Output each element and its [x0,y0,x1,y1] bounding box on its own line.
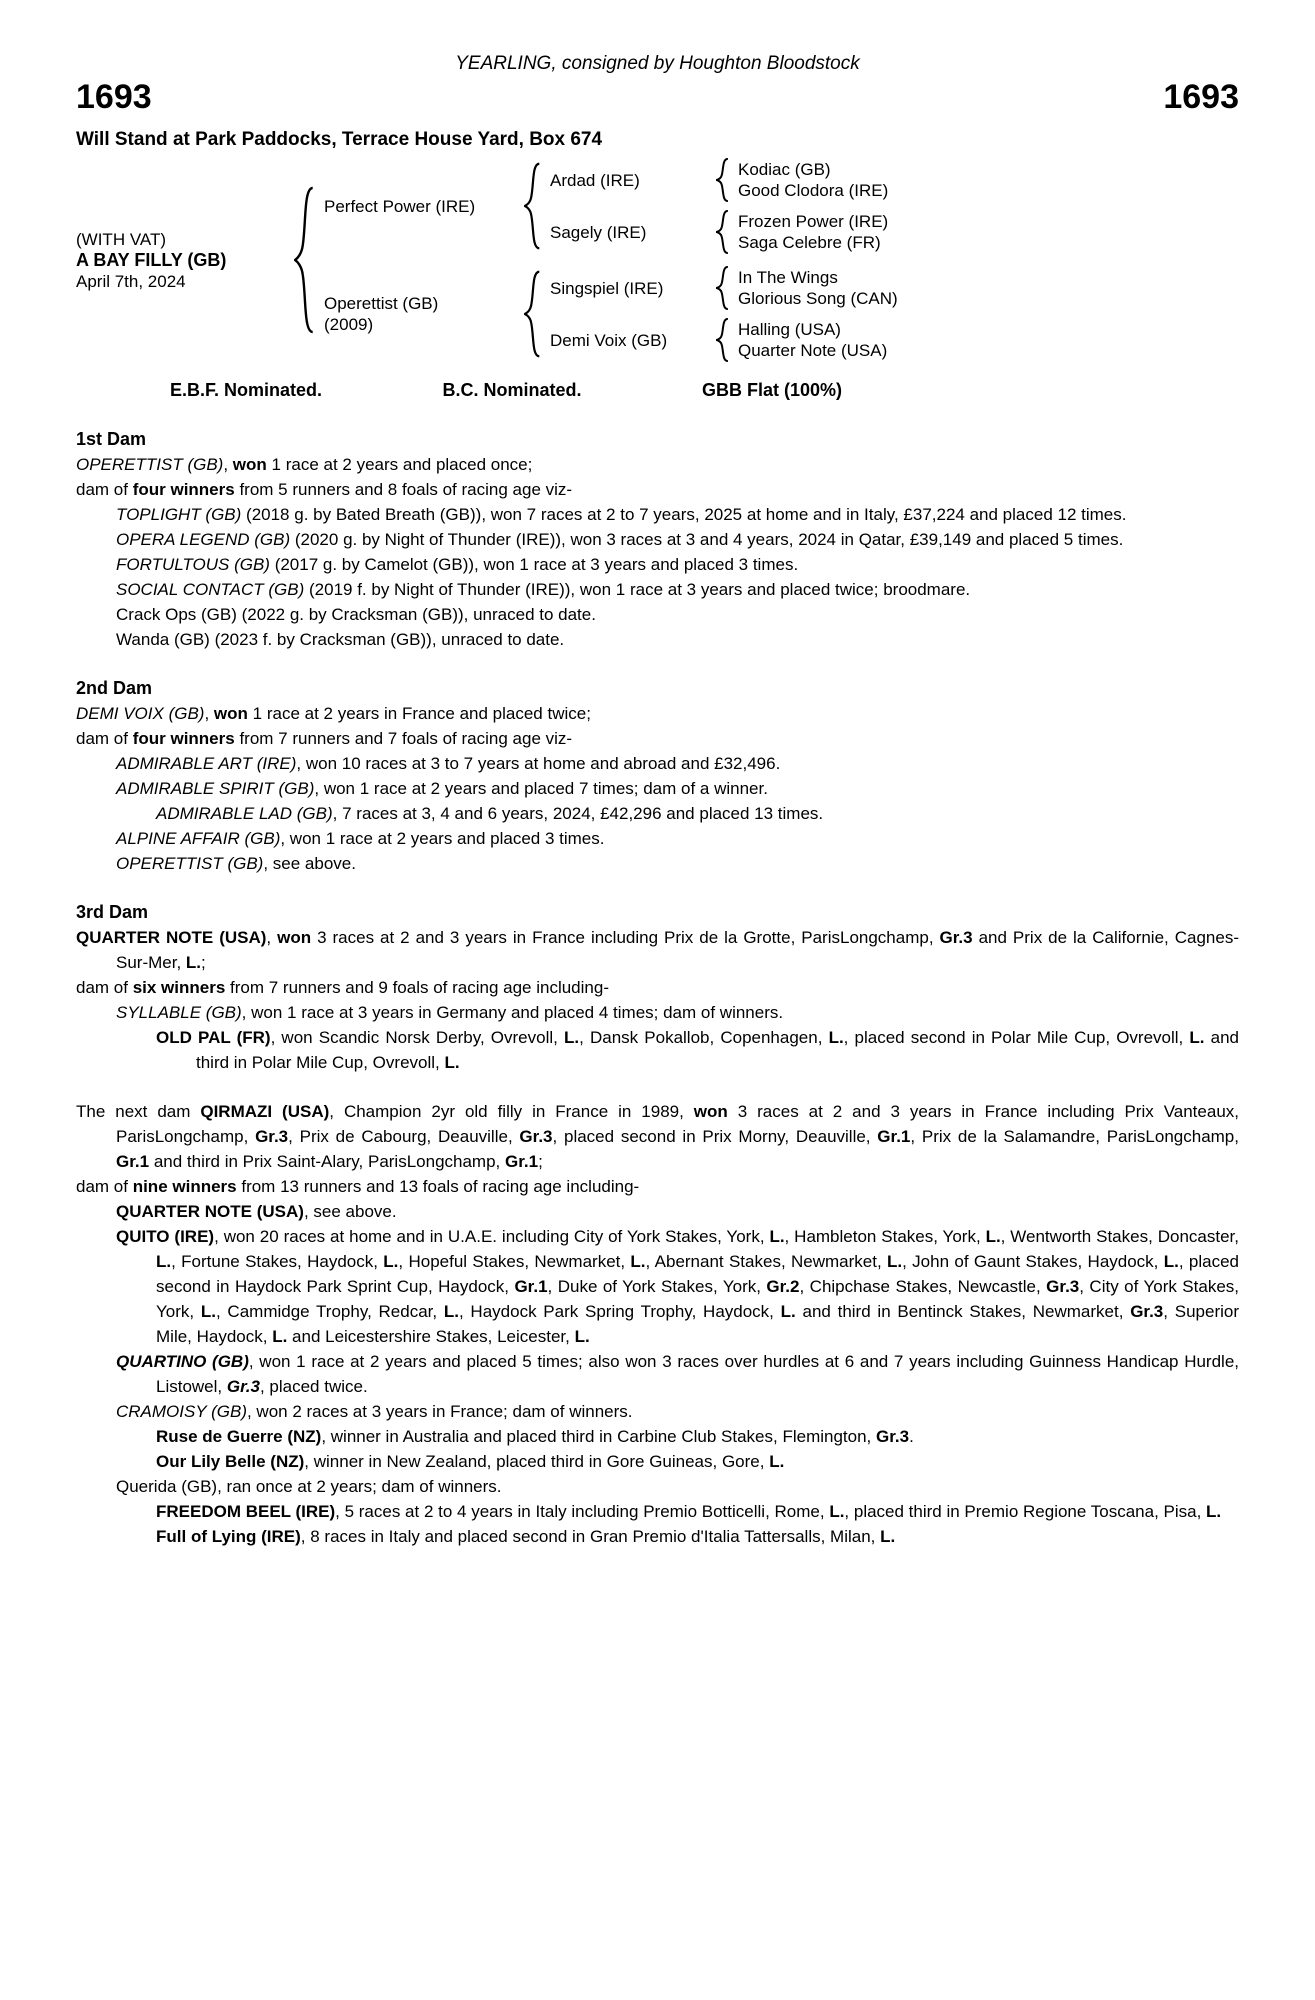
text-segment: won [693,1102,728,1121]
text-segment: L. [443,1302,459,1321]
text-segment: Gr.1 [505,1152,539,1171]
text-segment: 3 races at 2 and 3 years in France including Prix Vanteaux, ParisLongchamp, [116,1102,1239,1146]
text-segment: Gr.3 [255,1127,289,1146]
text-segment: , won 1 race at 2 years and placed 3 times. [280,829,605,848]
text-segment: , won 20 races at home and in U.A.E. including City of York Stakes, York, [214,1227,770,1246]
great-granddam-name: Saga Celebre (FR) [738,233,881,252]
text-segment: Ruse de Guerre (NZ) [156,1427,322,1446]
text-segment: QUITO (IRE) [116,1227,215,1246]
parents-column [324,158,1239,362]
catalogue-paragraph [76,1000,1239,1025]
text-segment: and third in Bentinck Stakes, Newmarket, [795,1302,1131,1321]
text-segment: QUARTINO (GB) [116,1352,249,1371]
text-segment: CRAMOISY (GB) [116,1402,247,1421]
text-segment: 3 races at 2 and 3 years in France including Prix de la Grotte, ParisLongchamp, [311,928,940,947]
text-segment: and Prix de la Californie, Cagnes-Sur-Mer, [116,928,1239,972]
bc-nominated-label: B.C. Nominated. [442,380,582,400]
text-segment: L. [383,1252,399,1271]
text-segment: , Dansk Pokallob, Copenhagen, [579,1028,829,1047]
dam-name-line: Operettist (GB) [324,294,439,313]
text-segment: L. [780,1302,796,1321]
catalogue-paragraph [76,552,1239,577]
brace-icon [716,158,730,202]
text-segment: , 5 races at 2 to 4 years in Italy including Premio Botticelli, Rome, [335,1502,830,1521]
sire-name: Perfect Power (IRE) [324,196,476,216]
catalogue-paragraph [76,452,1239,477]
text-segment: nine winners [132,1177,237,1196]
text-segment: Gr.2 [766,1277,800,1296]
text-segment: L. [1163,1252,1179,1271]
text-segment: QUARTER NOTE (USA) [76,928,267,947]
text-segment: , Prix de la Salamandre, ParisLongchamp, [910,1127,1239,1146]
text-segment: , won 1 race at 3 years in Germany and placed 4 times; dam of winners. [241,1003,784,1022]
text-segment: Gr.3 [1046,1277,1080,1296]
text-segment: dam of [76,729,133,748]
grandsire-group [550,266,1239,310]
text-segment: L. [185,953,202,972]
gbb-flat-label: GBB Flat (100%) [701,380,842,400]
text-segment: OPERETTIST (GB) [116,854,264,873]
text-segment: Gr.1 [877,1127,911,1146]
great-grandparents [738,319,1239,361]
granddam-group [550,318,1239,362]
text-segment: , won 2 races at 3 years in France; dam of winners. [246,1402,633,1421]
catalogue-paragraph [76,701,1239,726]
granddam-name: Sagely (IRE) [550,222,647,242]
text-segment: , Superior Mile, Haydock, [156,1302,1239,1346]
text-segment: , placed second in Prix Morny, Deauville, [552,1127,878,1146]
great-granddam-name: Glorious Song (CAN) [738,289,898,308]
text-segment: , won 10 races at 3 to 7 years at home and abroad and £32,496. [296,754,781,773]
text-segment: FORTULTOUS (GB) [116,555,270,574]
text-segment: , Hambleton Stakes, York, [784,1227,986,1246]
text-segment: , Duke of York Stakes, York, [547,1277,767,1296]
text-segment: Gr.3 [519,1127,553,1146]
text-segment: , Cammidge Trophy, Redcar, [215,1302,444,1321]
text-segment: Gr.3 [939,928,973,947]
great-granddam-name: Good Clodora (IRE) [738,181,889,200]
granddam-group [550,210,1239,254]
catalogue-paragraph [76,1099,1239,1174]
subject-name: A BAY FILLY (GB) [76,249,227,270]
text-segment: , placed second in Haydock Park Sprint Cup, Haydock, [156,1252,1239,1296]
catalogue-paragraph [76,776,1239,801]
text-segment: , John of Gaunt Stakes, Haydock, [902,1252,1164,1271]
text-segment: Gr.1 [514,1277,548,1296]
text-segment: from 13 runners and 13 foals of racing age including- [236,1177,640,1196]
text-segment: from 7 runners and 7 foals of racing age viz- [234,729,573,748]
text-segment: L. [769,1227,785,1246]
text-segment: , 8 races in Italy and placed second in Gran Premio d'Italia Tattersalls, Milan, [300,1527,881,1546]
dam-group [324,266,1239,362]
text-segment: Gr.3 [226,1377,260,1396]
text-segment: 1 race at 2 years in France and placed twice; [247,704,591,723]
text-segment: ADMIRABLE ART (IRE) [116,754,297,773]
catalogue-paragraph [76,502,1239,527]
catalogue-paragraph [76,1199,1239,1224]
text-segment: , Hopeful Stakes, Newmarket, [398,1252,631,1271]
text-segment: , Abernant Stakes, Newmarket, [645,1252,888,1271]
text-segment: Wanda (GB) (2023 f. by Cracksman (GB)), unraced to date. [116,630,565,649]
text-segment: Gr.3 [876,1427,910,1446]
text-segment: ADMIRABLE SPIRIT (GB) [116,779,315,798]
text-segment: SYLLABLE (GB) [116,1003,242,1022]
great-grandparents [738,211,1239,253]
great-grandsire-name: In The Wings [738,268,838,287]
text-segment: Gr.3 [1130,1302,1164,1321]
text-segment: (2020 g. by Night of Thunder (IRE)), won 3 races at 3 and 4 years, 2024 in Qatar, £39,149 and placed 5 times. [290,530,1124,549]
dam-section [76,427,1239,652]
text-segment: L. [564,1028,580,1047]
text-segment: dam of [76,978,133,997]
dam-year-line: (2009) [324,315,374,334]
catalogue-paragraph [76,851,1239,876]
catalogue-paragraph [76,726,1239,751]
text-segment: L. [829,1502,845,1521]
text-segment: L. [200,1302,216,1321]
text-segment: ; [201,953,206,972]
text-segment: ADMIRABLE LAD (GB) [156,804,333,823]
text-segment: , won 1 race at 2 years and placed 5 times; also won 3 races over hurdles at 6 and 7 years including Guinness Handicap Hurdle, Listowel, [156,1352,1239,1396]
text-segment: four winners [132,480,235,499]
text-segment: and third in Polar Mile Cup, Ovrevoll, [196,1028,1240,1072]
catalogue-paragraph [76,975,1239,1000]
catalogue-paragraph [76,1349,1239,1399]
brace-icon [716,318,730,362]
text-segment: 1 race at 2 years and placed once; [266,455,533,474]
section-heading: 2nd Dam [76,678,153,698]
lot-number-left: 1693 [76,78,152,116]
grandparents-column [550,266,1239,362]
section-heading: 3rd Dam [76,902,149,922]
pedigree-details [76,427,1239,1549]
text-segment: , Champion 2yr old filly in France in 1989, [329,1102,694,1121]
consignor-line: YEARLING, consigned by Houghton Bloodstock [455,53,860,74]
dam-section [76,900,1239,1075]
catalogue-paragraph [76,527,1239,552]
text-segment: L. [1189,1028,1205,1047]
text-segment: dam of [76,1177,133,1196]
text-segment: L. [887,1252,903,1271]
text-segment: SOCIAL CONTACT (GB) [116,580,305,599]
lot-number-row [76,78,1239,116]
grandsire-name: Ardad (IRE) [550,170,640,190]
grandsire-group [550,158,1239,202]
text-segment: The next dam [76,1102,201,1121]
text-segment: six winners [132,978,226,997]
great-grandparents [738,267,1239,309]
text-segment: and third in Prix Saint-Alary, ParisLongchamp, [149,1152,505,1171]
text-segment: Gr.1 [116,1152,150,1171]
brace-icon [524,162,542,250]
text-segment: OLD PAL (FR) [156,1028,271,1047]
dam-name [324,293,524,335]
text-segment: (2018 g. by Bated Breath (GB)), won 7 races at 2 to 7 years, 2025 at home and in Italy, £37,224 and placed 12 times. [241,505,1127,524]
catalogue-paragraph [76,801,1239,826]
subject-info [76,229,294,292]
grandparents-column [550,158,1239,254]
catalogue-paragraph [76,477,1239,502]
text-segment: TOPLIGHT (GB) [116,505,242,524]
catalogue-paragraph [76,1499,1239,1524]
pedigree-table [76,158,1239,362]
catalogue-paragraph [76,1424,1239,1449]
brace-icon [716,210,730,254]
ebf-nominated-label: E.B.F. Nominated. [170,380,323,400]
catalogue-paragraph [76,751,1239,776]
text-segment: L. [880,1527,896,1546]
text-segment: Querida (GB), ran once at 2 years; dam of winners. [116,1477,502,1496]
text-segment: won [232,455,267,474]
catalogue-paragraph [76,1224,1239,1349]
dam-section [76,676,1239,876]
text-segment: , winner in New Zealand, placed third in Gore Guineas, Gore, [304,1452,770,1471]
text-segment: , [204,704,214,723]
text-segment: , Prix de Cabourg, Deauville, [288,1127,520,1146]
text-segment: ALPINE AFFAIR (GB) [116,829,281,848]
text-segment: , see above. [263,854,356,873]
text-segment: OPERA LEGEND (GB) [116,530,291,549]
brace-icon [524,270,542,358]
foaling-date: April 7th, 2024 [76,271,186,291]
text-segment: . [909,1427,914,1446]
text-segment: from 7 runners and 9 foals of racing age including- [225,978,609,997]
text-segment: Full of Lying (IRE) [156,1527,301,1546]
text-segment: L. [272,1327,288,1346]
text-segment: L. [156,1252,172,1271]
text-segment: , placed twice. [259,1377,368,1396]
text-segment: , placed third in Premio Regione Toscana, Pisa, [844,1502,1207,1521]
text-segment: won [213,704,248,723]
text-segment: L. [444,1053,460,1072]
text-segment: ; [538,1152,543,1171]
catalogue-paragraph [76,826,1239,851]
catalogue-paragraph [76,1399,1239,1424]
brace-icon [716,266,730,310]
great-grandsire-name: Kodiac (GB) [738,160,831,179]
text-segment: , [223,455,233,474]
catalogue-paragraph [76,602,1239,627]
text-segment: four winners [132,729,235,748]
text-segment: L. [1206,1502,1222,1521]
grandsire-name: Singspiel (IRE) [550,278,664,298]
catalogue-paragraph [76,1025,1239,1075]
catalogue-paragraph [76,1524,1239,1549]
brace-icon [294,185,316,335]
catalogue-paragraph [76,1449,1239,1474]
text-segment: L. [985,1227,1001,1246]
granddam-name: Demi Voix (GB) [550,330,668,350]
section-heading: 1st Dam [76,429,147,449]
text-segment: and Leicestershire Stakes, Leicester, [287,1327,575,1346]
text-segment: L. [828,1028,844,1047]
text-segment: L. [574,1327,590,1346]
stand-location-line: Will Stand at Park Paddocks, Terrace House Yard, Box 674 [76,129,603,150]
great-granddam-name: Quarter Note (USA) [738,341,888,360]
text-segment: , Chipchase Stakes, Newcastle, [799,1277,1047,1296]
catalogue-paragraph [76,627,1239,652]
text-segment: , winner in Australia and placed third in Carbine Club Stakes, Flemington, [321,1427,876,1446]
catalogue-paragraph [76,1174,1239,1199]
text-segment: QUARTER NOTE (USA) [116,1202,304,1221]
catalogue-paragraph [76,1474,1239,1499]
text-segment: , placed second in Polar Mile Cup, Ovrevoll, [843,1028,1190,1047]
vat-note: (WITH VAT) [76,229,167,249]
dam-section [76,1099,1239,1549]
text-segment: from 5 runners and 8 foals of racing age viz- [234,480,573,499]
text-segment: QIRMAZI (USA) [200,1102,330,1121]
text-segment: OPERETTIST (GB) [76,455,224,474]
text-segment: FREEDOM BEEL (IRE) [156,1502,336,1521]
text-segment: , Wentworth Stakes, Doncaster, [1000,1227,1239,1246]
text-segment: , see above. [303,1202,397,1221]
text-segment: , won Scandic Norsk Derby, Ovrevoll, [270,1028,564,1047]
text-segment: , won 1 race at 2 years and placed 7 times; dam of a winner. [314,779,768,798]
text-segment: (2017 g. by Camelot (GB)), won 1 race at 3 years and placed 3 times. [269,555,799,574]
text-segment: (2019 f. by Night of Thunder (IRE)), won 1 race at 3 years and placed twice; broodmare. [304,580,971,599]
nominations-row [76,378,842,403]
text-segment: DEMI VOIX (GB) [76,704,205,723]
text-segment: won [277,928,312,947]
great-grandsire-name: Halling (USA) [738,320,841,339]
text-segment: , Fortune Stakes, Haydock, [171,1252,384,1271]
text-segment: , [266,928,278,947]
text-segment: , City of York Stakes, York, [156,1277,1240,1321]
text-segment: L. [769,1452,785,1471]
text-segment: dam of [76,480,133,499]
catalogue-paragraph [76,577,1239,602]
great-grandparents [738,159,1239,201]
text-segment: Our Lily Belle (NZ) [156,1452,305,1471]
great-grandsire-name: Frozen Power (IRE) [738,212,889,231]
text-segment: , Haydock Park Spring Trophy, Haydock, [458,1302,781,1321]
lot-number-right: 1693 [1163,78,1239,116]
sire-group [324,158,1239,254]
catalogue-paragraph [76,925,1239,975]
text-segment: Crack Ops (GB) (2022 g. by Cracksman (GB)), unraced to date. [116,605,596,624]
text-segment: , 7 races at 3, 4 and 6 years, 2024, £42,296 and placed 13 times. [332,804,824,823]
text-segment: L. [630,1252,646,1271]
